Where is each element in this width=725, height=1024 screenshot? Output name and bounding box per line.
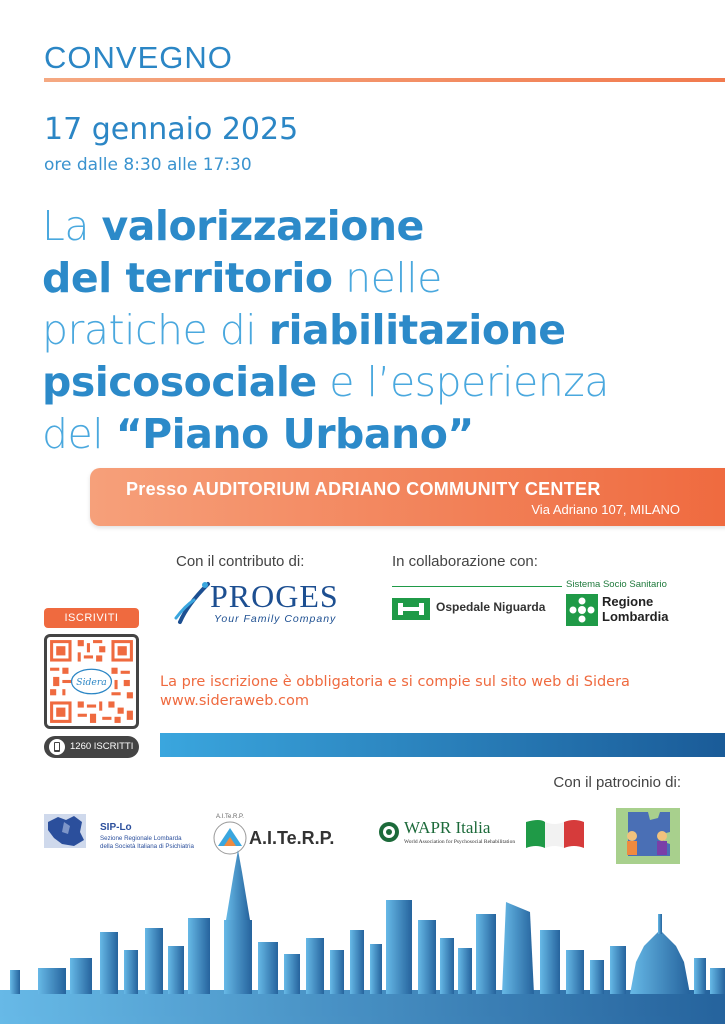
proges-swoosh-icon: [172, 578, 212, 628]
registration-notice: La pre iscrizione è obbligatoria e si compie sul sito web di Sidera: [160, 674, 630, 690]
patronage-label: Con il patrocinio di:: [553, 774, 681, 791]
lombardia-line1: Regione: [602, 594, 654, 609]
event-type: CONVEGNO: [44, 40, 233, 75]
event-date: 17 gennaio 2025: [44, 112, 299, 147]
headline-bold: riabilitazione: [268, 306, 566, 354]
aiterp-small-text: A.I.Te.R.P.: [216, 814, 244, 820]
italian-flag-icon: [526, 818, 584, 848]
proges-name: PROGES: [210, 578, 339, 614]
headline-text: pratiche di: [42, 306, 269, 354]
niguarda-logo: [392, 598, 562, 622]
registrations-count-text: 1260 ISCRITTI: [70, 741, 134, 752]
wapr-emblem-icon: [377, 820, 401, 844]
venue-title: Presso AUDITORIUM ADRIANO COMMUNITY CENTER: [126, 479, 601, 499]
sip-subtitle-1: Sezione Regionale Lombarda: [100, 835, 182, 842]
lombardia-line2: Lombardia: [602, 609, 669, 624]
venue-banner: [90, 468, 725, 526]
headline-text: del: [42, 410, 116, 458]
sss-label: Sistema Socio Sanitario: [566, 579, 667, 590]
headline-bold: del territorio: [42, 254, 333, 302]
niguarda-name: Ospedale Niguarda: [436, 600, 546, 614]
registration-url[interactable]: www.sideraweb.com: [160, 693, 309, 709]
lombardia-map-icon: [44, 814, 94, 852]
registrations-count: [44, 736, 139, 758]
headline-line-4: [42, 356, 712, 408]
phone-icon: [49, 739, 65, 755]
headline-bold: valorizzazione: [101, 202, 424, 250]
lombardia-rose-icon: [566, 594, 598, 626]
wapr-logo: [377, 816, 584, 850]
top-divider: [44, 78, 725, 82]
proges-tagline: Your Family Company: [214, 613, 337, 625]
collab-divider: [392, 586, 562, 587]
headline-line-5: [42, 408, 712, 460]
niguarda-icon: [392, 598, 430, 620]
wapr-name: WAPR Italia: [404, 818, 491, 837]
qr-code-icon: [47, 637, 136, 726]
headline-text: nelle: [332, 254, 442, 302]
headline-bold: “Piano Urbano”: [115, 410, 474, 458]
contribution-label: Con il contributo di:: [176, 553, 305, 570]
qr-sidera-label: Sidera: [76, 676, 107, 688]
aiterp-name: A.I.Te.R.P.: [249, 828, 335, 848]
wapr-subtitle: World Association for Psychosocial Rehabilitation: [404, 839, 516, 845]
collaboration-label: In collaborazione con:: [392, 553, 538, 570]
event-time: ore dalle 8:30 alle 17:30: [44, 155, 252, 175]
headline-bold: psicosociale: [42, 358, 317, 406]
decorative-blue-bar: [160, 733, 725, 757]
iscriviti-button[interactable]: ISCRIVITI: [44, 608, 139, 628]
headline: [42, 200, 712, 460]
lombardia-logo: [566, 594, 686, 626]
lombardia-name: [602, 594, 668, 624]
headline-line-2: [42, 252, 712, 304]
headline-line-3: [42, 304, 712, 356]
sip-title: SIP-Lo: [100, 822, 132, 833]
sip-subtitle-2: della Società Italiana di Psichiatria: [100, 843, 194, 850]
milan-skyline-illustration: [0, 850, 725, 1024]
venue-address: Via Adriano 107, MILANO: [531, 502, 680, 517]
headline-line-1: [42, 200, 712, 252]
headline-text: e l’esperienza: [316, 358, 609, 406]
headline-text: La: [42, 202, 102, 250]
registration-qr-code[interactable]: [44, 634, 139, 729]
proges-logo: [172, 576, 354, 630]
